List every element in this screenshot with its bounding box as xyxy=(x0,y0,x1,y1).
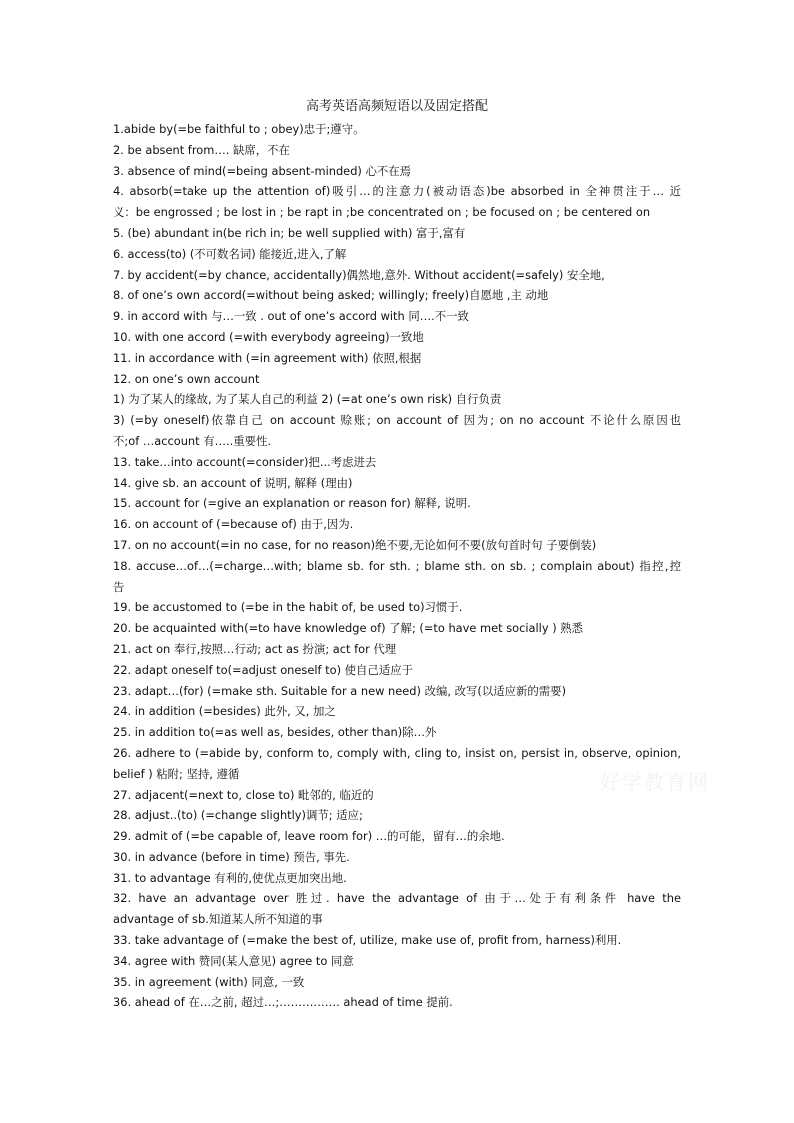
text-line: 告 xyxy=(113,579,125,594)
text-line: 29. admit of (=be capable of, leave room for) …的可能，留有…的余地. xyxy=(113,829,505,844)
text-line: 7. by accident(=by chance, accidentally)偶然地,意外. Without accident(=safely) 安全地, xyxy=(113,267,605,282)
text-line: advantage of sb.知道某人所不知道的事 xyxy=(113,912,323,927)
text-line: 18. accuse…of…(=charge…with; blame sb. for sth. ; blame sth. on sb. ; complain about) 指控,控 xyxy=(113,558,681,573)
text-line: 义：be engrossed ; be lost in ; be rapt in ;be concentrated on ; be focused on ; be centered on xyxy=(113,205,651,220)
text-line: 2. be absent from…. 缺席，不在 xyxy=(113,142,290,157)
text-line: 4. absorb(=take up the attention of)吸引…的注意力(被动语态)be absorbed in 全神贯注于… 近 xyxy=(113,184,681,199)
text-line: 27. adjacent(=next to, close to) 毗邻的, 临近的 xyxy=(113,787,374,802)
text-line: 19. be accustomed to (=be in the habit of, be used to)习惯于. xyxy=(113,600,463,615)
text-line: 26. adhere to (=abide by, conform to, comply with, cling to, insist on, persist in, observe, opinion, xyxy=(113,745,681,760)
text-line: 31. to advantage 有利的,使优点更加突出地. xyxy=(113,870,347,885)
text-line: 23. adapt…(for) (=make sth. Suitable for a new need) 改编, 改写(以适应新的需要) xyxy=(113,683,567,698)
watermark: 好学教育网 xyxy=(600,770,710,794)
text-line: 1) 为了某人的缘故, 为了某人自己的利益 2) (=at one’s own risk) 自行负责 xyxy=(113,392,502,407)
text-line: 14. give sb. an account of 说明, 解释 (理由) xyxy=(113,475,353,490)
text-line: 15. account for (=give an explanation or reason for) 解释, 说明. xyxy=(113,496,471,511)
text-line: 34. agree with 赞同(某人意见) agree to 同意 xyxy=(113,953,354,968)
text-line: 21. act on 奉行,按照…行动; act as 扮演; act for 代理 xyxy=(113,641,397,656)
text-line: belief ) 粘附; 坚持, 遵循 xyxy=(113,766,240,781)
text-line: 33. take advantage of (=make the best of, utilize, make use of, profit from, harness)利用. xyxy=(113,933,622,948)
text-line: 30. in advance (before in time) 预告, 事先. xyxy=(113,849,350,864)
phrase-list xyxy=(113,119,681,1013)
document-title: 高考英语高频短语以及固定搭配 xyxy=(305,99,488,114)
text-line: 8. of one’s own accord(=without being asked; willingly; freely)自愿地 ,主 动地 xyxy=(113,288,549,303)
text-line: 32. have an advantage over 胜过. have the advantage of 由于…处于有利条件 have the xyxy=(113,891,681,906)
text-line: 28. adjust..(to) (=change slightly)调节; 适应; xyxy=(113,808,363,823)
text-line: 11. in accordance with (=in agreement with) 依照,根据 xyxy=(113,350,422,365)
text-line: 36. ahead of 在…之前, 超过…;……………. ahead of time 提前. xyxy=(113,995,453,1010)
text-line: 17. on no account(=in no case, for no reason)绝不要,无论如何不要(放句首时句 子要倒装) xyxy=(113,537,597,552)
text-line: 35. in agreement (with) 同意, 一致 xyxy=(113,974,305,989)
text-line: 不;of …account 有…..重要性. xyxy=(113,433,272,448)
text-line: 12. on one’s own account xyxy=(113,371,260,386)
text-line: 25. in addition to(=as well as, besides, other than)除…外 xyxy=(113,725,437,740)
text-line: 10. with one accord (=with everybody agreeing)一致地 xyxy=(113,329,424,344)
text-line: 16. on account of (=because of) 由于,因为. xyxy=(113,517,354,532)
text-line: 6. access(to) (不可数名词) 能接近,进入,了解 xyxy=(113,246,347,261)
text-line: 5. (be) abundant in(be rich in; be well supplied with) 富于,富有 xyxy=(113,225,466,240)
text-line: 1.abide by(=be faithful to ; obey)忠于;遵守。 xyxy=(113,122,365,136)
text-line: 22. adapt oneself to(=adjust oneself to) 使自己适应于 xyxy=(113,662,413,677)
text-line: 24. in addition (=besides) 此外, 又, 加之 xyxy=(113,704,336,719)
text-line: 20. be acquainted with(=to have knowledge of) 了解; (=to have met socially ) 熟悉 xyxy=(113,621,584,636)
text-line: 9. in accord with 与…一致 . out of one’s accord with 同….不一致 xyxy=(113,309,469,324)
text-line: 3) (=by oneself)依靠自己 on account 赊账; on account of 因为; on no account 不论什么原因也 xyxy=(113,413,681,428)
text-line: 13. take…into account(=consider)把...考虑进去 xyxy=(113,454,377,469)
text-line: 3. absence of mind(=being absent-minded) 心不在焉 xyxy=(113,163,412,178)
